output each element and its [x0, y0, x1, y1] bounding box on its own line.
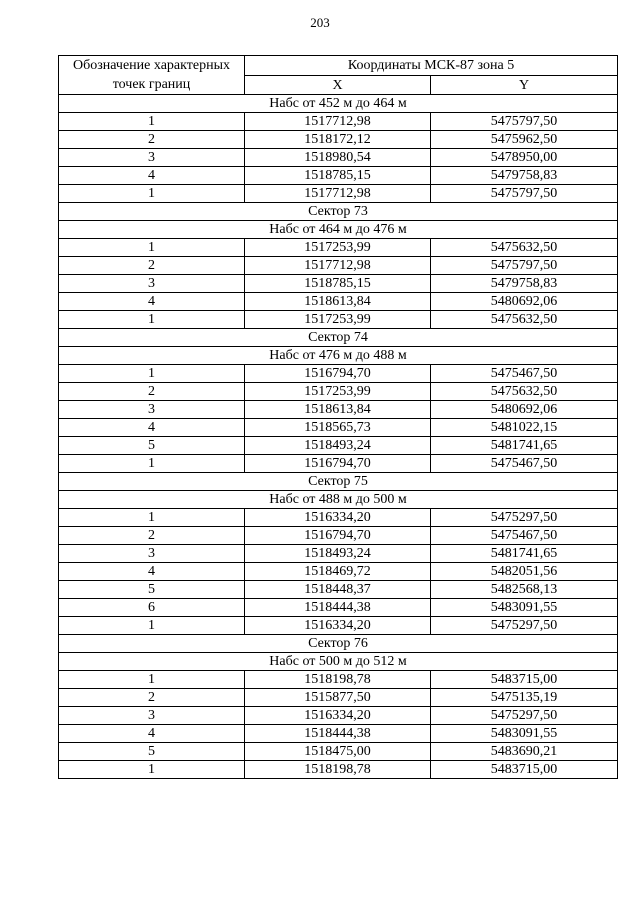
- point-number-cell: 1: [59, 761, 245, 779]
- table-row: [59, 185, 618, 203]
- x-coordinate-cell: 1517712,98: [245, 257, 431, 275]
- y-coordinate-cell: 5481741,65: [431, 545, 618, 563]
- table-row: [59, 599, 618, 617]
- point-number-cell: 4: [59, 419, 245, 437]
- height-range-label: Набс от 488 м до 500 м: [59, 491, 618, 509]
- height-range-row: [59, 653, 618, 671]
- x-coordinate-cell: 1518198,78: [245, 761, 431, 779]
- x-coordinate-cell: 1516794,70: [245, 527, 431, 545]
- point-number-cell: 5: [59, 743, 245, 761]
- point-number-cell: 2: [59, 689, 245, 707]
- x-coordinate-cell: 1516334,20: [245, 617, 431, 635]
- x-coordinate-cell: 1516334,20: [245, 707, 431, 725]
- table-row: [59, 311, 618, 329]
- page-number: 203: [310, 15, 330, 30]
- y-column-header: Y: [431, 76, 618, 95]
- sector-title: Сектор 76: [59, 635, 618, 653]
- point-number-cell: 1: [59, 509, 245, 527]
- height-range-label: Набс от 464 м до 476 м: [59, 221, 618, 239]
- x-coordinate-cell: 1518444,38: [245, 599, 431, 617]
- y-coordinate-cell: 5482051,56: [431, 563, 618, 581]
- y-coordinate-cell: 5475632,50: [431, 239, 618, 257]
- sector-row: [59, 473, 618, 491]
- sector-title: Сектор 75: [59, 473, 618, 491]
- table-row: [59, 293, 618, 311]
- table-row: [59, 131, 618, 149]
- table-row: [59, 113, 618, 131]
- y-coordinate-cell: 5475797,50: [431, 185, 618, 203]
- point-number-cell: 3: [59, 401, 245, 419]
- point-number-cell: 1: [59, 365, 245, 383]
- x-coordinate-cell: 1518172,12: [245, 131, 431, 149]
- point-number-cell: 1: [59, 455, 245, 473]
- point-number-cell: 2: [59, 527, 245, 545]
- coordinates-table: [58, 55, 618, 779]
- x-coordinate-cell: 1517712,98: [245, 113, 431, 131]
- sector-row: [59, 329, 618, 347]
- table-row: [59, 383, 618, 401]
- x-coordinate-cell: 1515877,50: [245, 689, 431, 707]
- sector-title: Сектор 73: [59, 203, 618, 221]
- y-coordinate-cell: 5475467,50: [431, 365, 618, 383]
- sector-row: [59, 203, 618, 221]
- x-coordinate-cell: 1518613,84: [245, 293, 431, 311]
- point-number-cell: 5: [59, 437, 245, 455]
- point-number-cell: 2: [59, 257, 245, 275]
- table-row: [59, 545, 618, 563]
- y-coordinate-cell: 5475467,50: [431, 455, 618, 473]
- y-coordinate-cell: 5478950,00: [431, 149, 618, 167]
- point-number-cell: 3: [59, 149, 245, 167]
- table-row: [59, 239, 618, 257]
- height-range-row: [59, 95, 618, 113]
- table-row: [59, 275, 618, 293]
- x-coordinate-cell: 1518444,38: [245, 725, 431, 743]
- table-row: [59, 401, 618, 419]
- point-number-cell: 1: [59, 185, 245, 203]
- table-row: [59, 581, 618, 599]
- x-coordinate-cell: 1518785,15: [245, 167, 431, 185]
- x-coordinate-cell: 1517253,99: [245, 311, 431, 329]
- y-coordinate-cell: 5475297,50: [431, 617, 618, 635]
- x-coordinate-cell: 1517253,99: [245, 239, 431, 257]
- height-range-label: Набс от 476 м до 488 м: [59, 347, 618, 365]
- table-header: [59, 56, 618, 95]
- x-coordinate-cell: 1518493,24: [245, 545, 431, 563]
- y-coordinate-cell: 5483091,55: [431, 599, 618, 617]
- point-number-cell: 4: [59, 167, 245, 185]
- sector-title: Сектор 74: [59, 329, 618, 347]
- point-number-cell: 5: [59, 581, 245, 599]
- y-coordinate-cell: 5483091,55: [431, 725, 618, 743]
- point-number-cell: 1: [59, 113, 245, 131]
- table-row: [59, 167, 618, 185]
- y-coordinate-cell: 5480692,06: [431, 293, 618, 311]
- table-row: [59, 509, 618, 527]
- y-coordinate-cell: 5480692,06: [431, 401, 618, 419]
- x-coordinate-cell: 1516794,70: [245, 365, 431, 383]
- y-coordinate-cell: 5475962,50: [431, 131, 618, 149]
- y-coordinate-cell: 5481741,65: [431, 437, 618, 455]
- x-coordinate-cell: 1518980,54: [245, 149, 431, 167]
- table-row: [59, 671, 618, 689]
- x-coordinate-cell: 1518448,37: [245, 581, 431, 599]
- x-coordinate-cell: 1518785,15: [245, 275, 431, 293]
- x-coordinate-cell: 1517712,98: [245, 185, 431, 203]
- point-number-cell: 3: [59, 545, 245, 563]
- point-number-cell: 2: [59, 383, 245, 401]
- table-row: [59, 725, 618, 743]
- table-row: [59, 743, 618, 761]
- height-range-row: [59, 221, 618, 239]
- height-range-label: Набс от 500 м до 512 м: [59, 653, 618, 671]
- table-row: [59, 563, 618, 581]
- table-row: [59, 437, 618, 455]
- height-range-label: Набс от 452 м до 464 м: [59, 95, 618, 113]
- point-number-cell: 1: [59, 671, 245, 689]
- y-coordinate-cell: 5479758,83: [431, 275, 618, 293]
- table-row: [59, 617, 618, 635]
- point-number-cell: 3: [59, 275, 245, 293]
- table-row: [59, 419, 618, 437]
- y-coordinate-cell: 5475632,50: [431, 311, 618, 329]
- table-row: [59, 455, 618, 473]
- point-number-cell: 1: [59, 311, 245, 329]
- y-coordinate-cell: 5483690,21: [431, 743, 618, 761]
- x-coordinate-cell: 1518198,78: [245, 671, 431, 689]
- table-row: [59, 689, 618, 707]
- table-row: [59, 761, 618, 779]
- point-number-cell: 1: [59, 617, 245, 635]
- x-coordinate-cell: 1518565,73: [245, 419, 431, 437]
- y-coordinate-cell: 5483715,00: [431, 761, 618, 779]
- point-number-cell: 4: [59, 563, 245, 581]
- point-number-cell: 1: [59, 239, 245, 257]
- x-coordinate-cell: 1516334,20: [245, 509, 431, 527]
- table-body: [59, 95, 618, 779]
- sector-row: [59, 635, 618, 653]
- y-coordinate-cell: 5475135,19: [431, 689, 618, 707]
- x-coordinate-cell: 1516794,70: [245, 455, 431, 473]
- y-coordinate-cell: 5475797,50: [431, 113, 618, 131]
- x-coordinate-cell: 1518469,72: [245, 563, 431, 581]
- table-row: [59, 527, 618, 545]
- table-row: [59, 707, 618, 725]
- y-coordinate-cell: 5475467,50: [431, 527, 618, 545]
- x-coordinate-cell: 1518493,24: [245, 437, 431, 455]
- y-coordinate-cell: 5475297,50: [431, 707, 618, 725]
- table-row: [59, 149, 618, 167]
- height-range-row: [59, 347, 618, 365]
- y-coordinate-cell: 5475797,50: [431, 257, 618, 275]
- x-coordinate-cell: 1518475,00: [245, 743, 431, 761]
- point-number-cell: 4: [59, 293, 245, 311]
- y-coordinate-cell: 5475632,50: [431, 383, 618, 401]
- height-range-row: [59, 491, 618, 509]
- table-row: [59, 257, 618, 275]
- x-column-header: X: [245, 76, 431, 95]
- y-coordinate-cell: 5481022,15: [431, 419, 618, 437]
- x-coordinate-cell: 1518613,84: [245, 401, 431, 419]
- x-coordinate-cell: 1517253,99: [245, 383, 431, 401]
- point-number-cell: 4: [59, 725, 245, 743]
- coordinates-system-header: Координаты МСК-87 зона 5: [245, 56, 618, 76]
- point-number-cell: 2: [59, 131, 245, 149]
- point-designation-header: Обозначение характерных точек границ: [59, 56, 245, 95]
- y-coordinate-cell: 5483715,00: [431, 671, 618, 689]
- y-coordinate-cell: 5482568,13: [431, 581, 618, 599]
- table-row: [59, 365, 618, 383]
- y-coordinate-cell: 5479758,83: [431, 167, 618, 185]
- point-number-cell: 3: [59, 707, 245, 725]
- point-number-cell: 6: [59, 599, 245, 617]
- y-coordinate-cell: 5475297,50: [431, 509, 618, 527]
